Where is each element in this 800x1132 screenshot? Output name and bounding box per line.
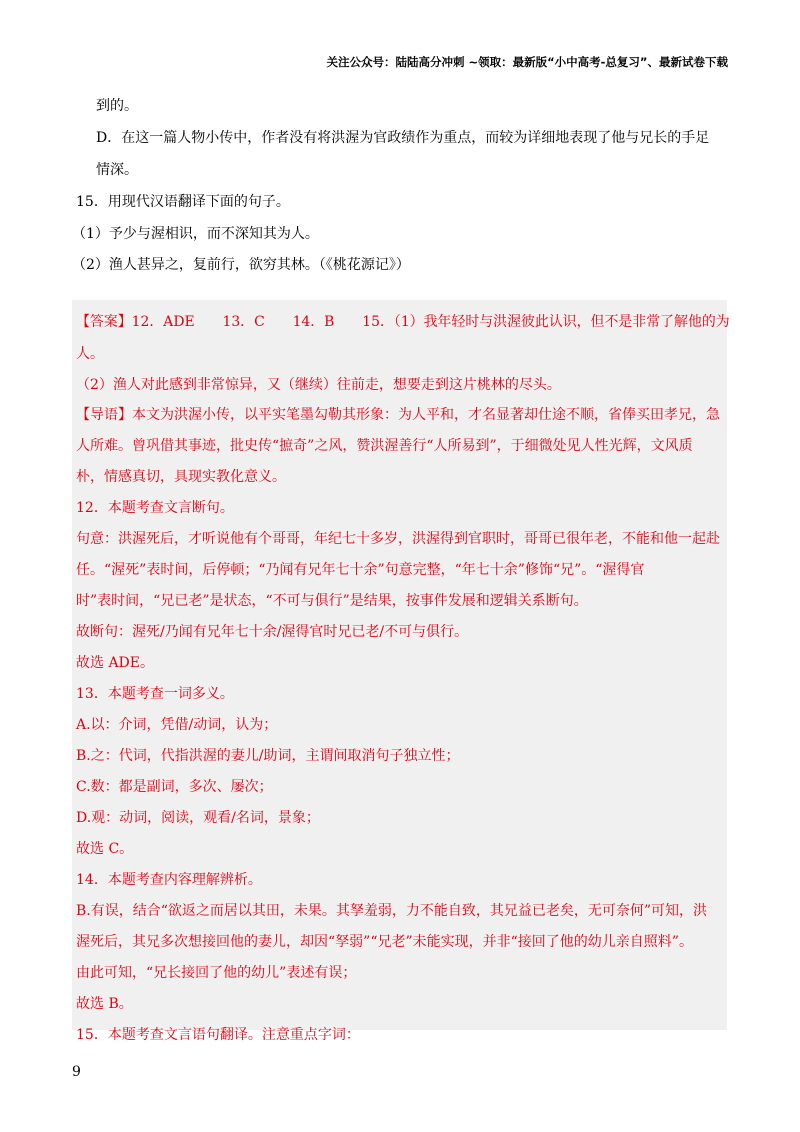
answer-line: 13．本题考查一词多义。 xyxy=(76,686,234,702)
answer-line: 14．本题考查内容理解辨析。 xyxy=(76,872,262,888)
answer-line: 渥死后，其兄多次想接回他的妻儿，却因“孥弱”“兄老”未能实现，并非“接回了他的幼儿亲自照料”。 xyxy=(76,934,693,950)
answer-line: B.有误，结合“欲返之而居以其田，未果。其孥羞弱，力不能自致，其兄益已老矣，无可奈何”可知，洪 xyxy=(76,903,708,919)
page-number: 9 xyxy=(72,1064,81,1080)
answer-line: 故断句：渥死/乃闻有兄年七十余/渥得官时兄已老/不可与俱行。 xyxy=(76,624,469,640)
question-line: 15．用现代汉语翻译下面的句子。 xyxy=(76,194,290,210)
answer-line: （2）渔人对此感到非常惊异，又（继续）往前走，想要走到这片桃林的尽头。 xyxy=(76,377,561,393)
answer-line: 故选 C。 xyxy=(76,841,134,857)
answer-line: D.观：动词，阅读，观看/名词，景象； xyxy=(76,810,320,826)
answer-line: A.以：介词，凭借/动词，认为； xyxy=(76,717,278,733)
answer-line: B.之：代词，代指洪渥的妻儿/助词，主谓间取消句子独立性； xyxy=(76,748,460,764)
question-line: （2）渔人甚异之，复前行，欲穷其林。（《桃花源记》） xyxy=(72,257,410,273)
answer-line: C.数：都是副词，多次、屡次； xyxy=(76,779,273,795)
answer-line: 人。 xyxy=(76,346,104,362)
page-header: 关注公众号：陆陆高分冲刺 ~领取：最新版“小中高考-总复习”、最新试卷下载 xyxy=(326,55,728,69)
answer-line: 12．本题考查文言断句。 xyxy=(76,500,234,516)
question-line: （1）予少与渥相识，而不深知其为人。 xyxy=(72,226,319,242)
answer-line: 故选 ADE。 xyxy=(76,655,155,671)
answer-line: 朴，情感真切，具现实教化意义。 xyxy=(76,469,286,485)
question-line: 到的。 xyxy=(96,98,138,114)
question-line: D．在这一篇人物小传中，作者没有将洪渥为官政绩作为重点，而较为详细地表现了他与兄长的手足 xyxy=(96,130,710,146)
answer-line: 故选 B。 xyxy=(76,996,133,1012)
answer-line: 15．本题考查文言语句翻译。注意重点字词： xyxy=(76,1027,360,1043)
answer-line: 人所难。曾巩借其事迹，批史传“摭奇”之风，赞洪渥善行“人所易到”，于细微处见人性光辉，文风质 xyxy=(76,438,693,454)
answer-line: 【答案】12．ADE 13．C 14．B 15．（1）我年轻时与洪渥彼此认识，但不是非常了解他的为 xyxy=(76,314,730,330)
answer-line: 【导语】本文为洪渥小传，以平实笔墨勾勒其形象：为人平和，才名显著却仕途不顺，省俸买田孝兄，急 xyxy=(76,407,720,423)
answer-line: 句意：洪渥死后，才听说他有个哥哥，年纪七十多岁，洪渥得到官职时，哥哥已很年老，不能和他一起赴 xyxy=(76,531,720,547)
question-line: 情深。 xyxy=(96,162,138,178)
answer-line: 时”表时间，“兄已老”是状态，“不可与俱行”是结果，按事件发展和逻辑关系断句。 xyxy=(76,593,588,609)
answer-line: 由此可知，“兄长接回了他的幼儿”表述有误； xyxy=(76,965,357,981)
answer-line: 任。“渥死”表时间，后停顿；“乃闻有兄年七十余”句意完整，“年七十余”修饰“兄”。“渥得官 xyxy=(76,562,645,578)
